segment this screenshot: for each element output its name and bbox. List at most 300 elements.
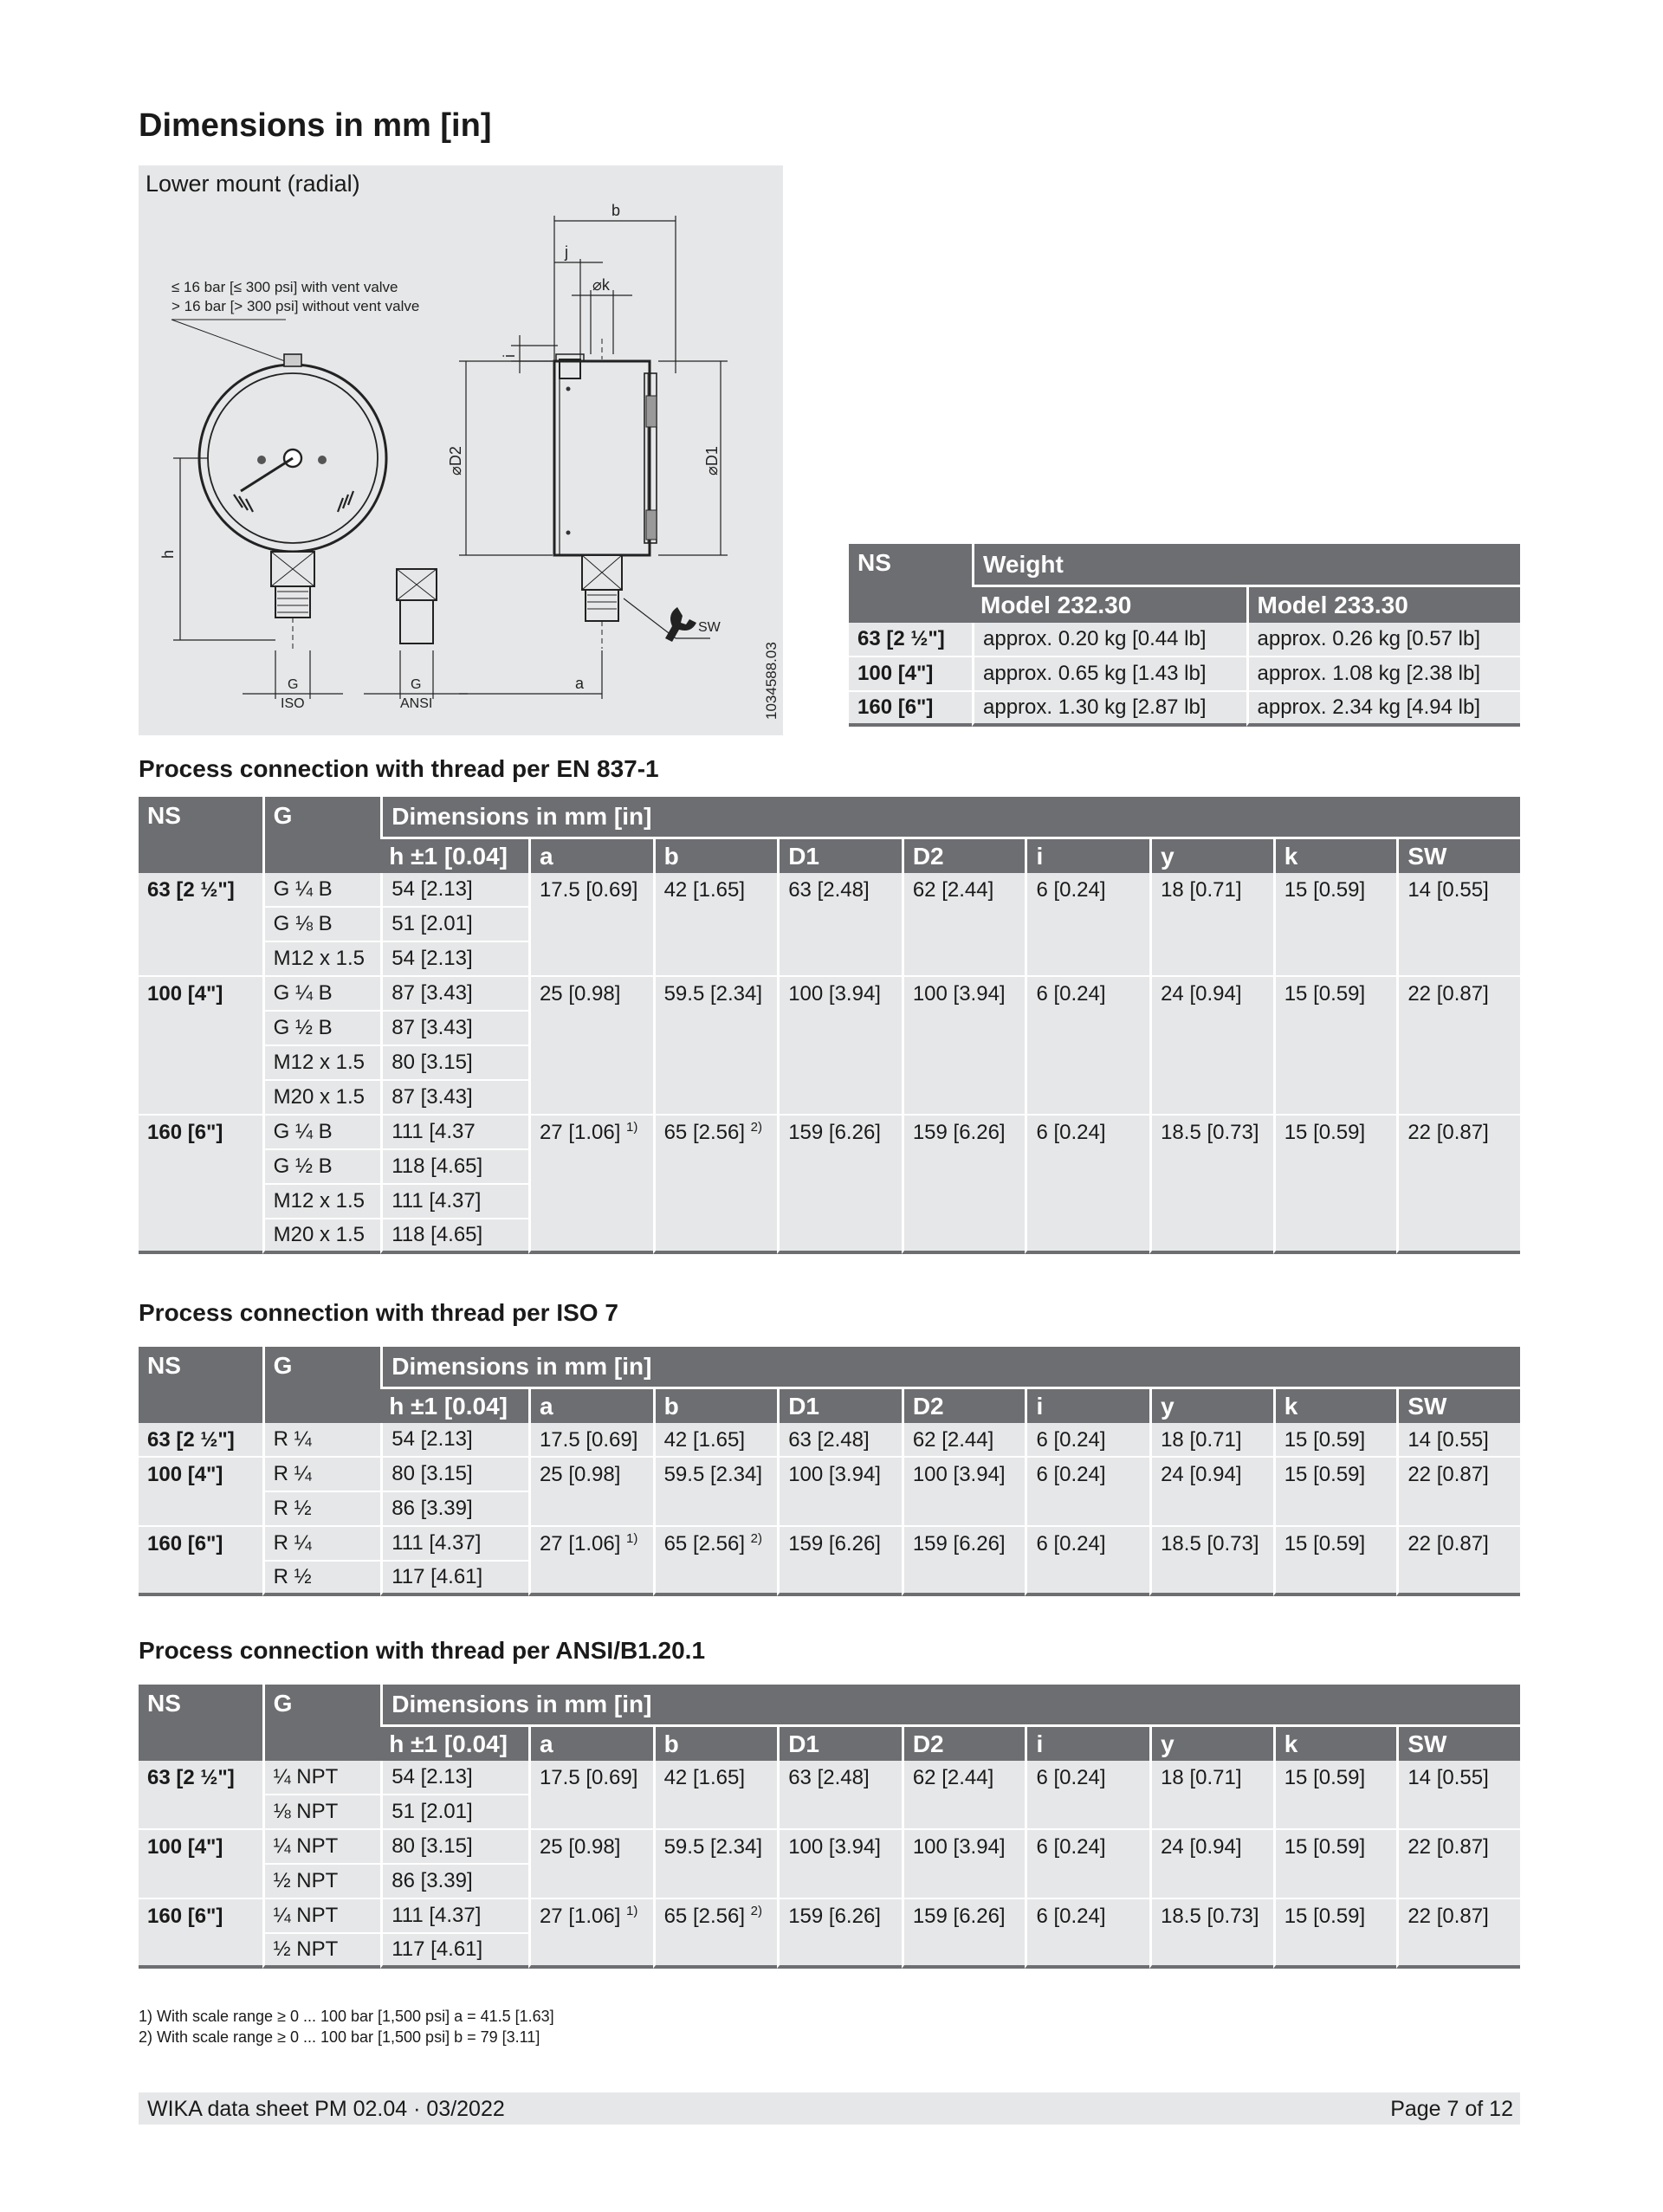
label-i: i — [501, 354, 518, 358]
cell-b — [653, 1830, 778, 1899]
gauge-drawing-svg — [139, 165, 783, 735]
col-d1: D1 — [777, 1724, 902, 1761]
drawing-caption: Lower mount (radial) — [146, 171, 360, 197]
footnote-marker: 2) — [750, 1904, 763, 1918]
cell-h: 87 [3.43] — [380, 977, 528, 1012]
footnote-marker: 1) — [626, 1531, 638, 1546]
cell-h: 80 [3.15] — [380, 1830, 528, 1865]
cell-y — [1149, 977, 1273, 1116]
cell-b — [653, 1761, 778, 1830]
cell-y — [1149, 1116, 1273, 1254]
page-title: Dimensions in mm [in] — [139, 107, 492, 144]
cell-g: ½ NPT — [262, 1934, 381, 1969]
col-b: b — [653, 1724, 778, 1761]
cell-y-value: 24 [0.94] — [1161, 1835, 1242, 1859]
col-y: y — [1149, 837, 1273, 873]
cell-y-value: 18 [0.71] — [1161, 878, 1242, 902]
cell-a-value: 17.5 [0.69] — [539, 1766, 638, 1789]
cell-i-value: 6 [0.24] — [1036, 1766, 1106, 1789]
cell-i-value: 6 [0.24] — [1036, 1532, 1106, 1556]
table-row — [139, 1116, 1520, 1150]
cell-h: 54 [2.13] — [380, 1423, 528, 1458]
cell-ns: 63 [2 ½"] — [139, 873, 262, 977]
label-iso: ISO — [281, 696, 305, 711]
label-g-iso: G — [288, 677, 299, 692]
col-i: i — [1025, 1724, 1149, 1761]
cell-d1 — [777, 1116, 902, 1254]
cell-b-value: 65 [2.56] — [663, 1905, 745, 1928]
cell-k-value: 15 [0.59] — [1284, 1463, 1366, 1486]
weight-col-ns: NS — [849, 544, 972, 623]
col-a: a — [528, 1724, 653, 1761]
cell-sw — [1396, 873, 1520, 977]
cell-d2-value: 159 [6.26] — [912, 1532, 1006, 1556]
cell-y-value: 18 [0.71] — [1161, 1428, 1242, 1452]
table-row — [849, 692, 1520, 727]
footnote-marker: 1) — [626, 1904, 638, 1918]
cell-b-value: 42 [1.65] — [663, 1766, 745, 1789]
cell-k-value: 15 [0.59] — [1284, 1121, 1366, 1144]
vent-note-1: ≤ 16 bar [≤ 300 psi] with vent valve — [171, 279, 398, 295]
cell-g: ½ NPT — [262, 1865, 381, 1899]
drawing-number: 1034588.03 — [763, 642, 780, 720]
weight-ns: 63 [2 ½"] — [849, 623, 972, 657]
cell-sw — [1396, 1761, 1520, 1830]
col-dimensions: Dimensions in mm [in] — [380, 1685, 1520, 1724]
cell-h: 80 [3.15] — [380, 1458, 528, 1492]
cell-d2-value: 100 [3.94] — [912, 1463, 1006, 1486]
cell-d1-value: 159 [6.26] — [788, 1121, 881, 1144]
cell-k-value: 15 [0.59] — [1284, 1905, 1366, 1928]
col-i: i — [1025, 837, 1149, 873]
cell-y — [1149, 1899, 1273, 1969]
cell-g: R ¼ — [262, 1458, 381, 1492]
cell-sw-value: 14 [0.55] — [1407, 1766, 1489, 1789]
cell-g: G ½ B — [262, 1012, 381, 1046]
cell-d1 — [777, 977, 902, 1116]
cell-g: G ½ B — [262, 1150, 381, 1185]
cell-g: G ¼ B — [262, 977, 381, 1012]
cell-a — [528, 1899, 653, 1969]
cell-ns: 100 [4"] — [139, 1458, 262, 1527]
cell-b — [653, 1458, 778, 1527]
cell-a — [528, 1527, 653, 1596]
col-y: y — [1149, 1387, 1273, 1423]
cell-a — [528, 1423, 653, 1458]
cell-g: R ¼ — [262, 1527, 381, 1562]
cell-h: 87 [3.43] — [380, 1081, 528, 1116]
col-dimensions: Dimensions in mm [in] — [380, 797, 1520, 837]
label-j: j — [565, 243, 568, 261]
cell-k — [1273, 1423, 1397, 1458]
col-k: k — [1273, 1724, 1397, 1761]
table-row — [139, 1830, 1520, 1865]
cell-b — [653, 1116, 778, 1254]
cell-d1 — [777, 1423, 902, 1458]
cell-h: 86 [3.39] — [380, 1865, 528, 1899]
label-d2: ⌀D2 — [447, 446, 464, 475]
cell-h: 54 [2.13] — [380, 942, 528, 977]
cell-y — [1149, 1458, 1273, 1527]
cell-g: R ½ — [262, 1492, 381, 1527]
cell-i-value: 6 [0.24] — [1036, 1121, 1106, 1144]
col-h: h ±1 [0.04] — [380, 837, 528, 873]
cell-sw — [1396, 1116, 1520, 1254]
col-ns: NS — [139, 1685, 262, 1761]
cell-h: 111 [4.37] — [380, 1899, 528, 1934]
section-title-en837: Process connection with thread per EN 837-1 — [139, 755, 659, 782]
col-a: a — [528, 1387, 653, 1423]
cell-b-value: 65 [2.56] — [663, 1121, 745, 1144]
table-row — [849, 657, 1520, 692]
cell-i — [1025, 1458, 1149, 1527]
cell-d1 — [777, 1830, 902, 1899]
cell-a — [528, 873, 653, 977]
cell-k — [1273, 1116, 1397, 1254]
cell-a-value: 25 [0.98] — [539, 1463, 621, 1486]
cell-i-value: 6 [0.24] — [1036, 1428, 1106, 1452]
cell-i — [1025, 1116, 1149, 1254]
cell-d2-value: 159 [6.26] — [912, 1905, 1006, 1928]
cell-d1-value: 63 [2.48] — [788, 878, 870, 902]
cell-a — [528, 1116, 653, 1254]
cell-a — [528, 977, 653, 1116]
cell-i — [1025, 1527, 1149, 1596]
cell-d2 — [902, 1423, 1026, 1458]
label-sw: SW — [698, 620, 721, 635]
cell-g: G ¼ B — [262, 873, 381, 908]
cell-i — [1025, 1761, 1149, 1830]
cell-h: 111 [4.37 — [380, 1116, 528, 1150]
cell-k — [1273, 1761, 1397, 1830]
cell-d2 — [902, 1458, 1026, 1527]
cell-g: ¼ NPT — [262, 1830, 381, 1865]
footnotes — [139, 2006, 554, 2047]
cell-b-value: 59.5 [2.34] — [663, 1463, 763, 1486]
cell-h: 54 [2.13] — [380, 873, 528, 908]
weight-model2: approx. 2.34 kg [4.94 lb] — [1246, 692, 1521, 727]
cell-d1-value: 100 [3.94] — [788, 982, 881, 1006]
cell-i-value: 6 [0.24] — [1036, 1463, 1106, 1486]
cell-h: 111 [4.37] — [380, 1185, 528, 1219]
cell-sw — [1396, 1899, 1520, 1969]
cell-ns: 160 [6"] — [139, 1116, 262, 1254]
table-row — [139, 1761, 1520, 1795]
col-ns: NS — [139, 1347, 262, 1423]
cell-i-value: 6 [0.24] — [1036, 878, 1106, 902]
cell-i — [1025, 1830, 1149, 1899]
cell-d2-value: 100 [3.94] — [912, 1835, 1006, 1859]
cell-y-value: 18.5 [0.73] — [1161, 1121, 1259, 1144]
cell-d1-value: 159 [6.26] — [788, 1905, 881, 1928]
cell-h: 86 [3.39] — [380, 1492, 528, 1527]
cell-y — [1149, 873, 1273, 977]
cell-d2 — [902, 1116, 1026, 1254]
col-h: h ±1 [0.04] — [380, 1387, 528, 1423]
cell-y-value: 18.5 [0.73] — [1161, 1532, 1259, 1556]
footnote-marker: 2) — [750, 1120, 763, 1135]
cell-d1-value: 63 [2.48] — [788, 1428, 870, 1452]
weight-model1: approx. 1.30 kg [2.87 lb] — [972, 692, 1246, 727]
cell-d1-value: 100 [3.94] — [788, 1835, 881, 1859]
cell-i — [1025, 873, 1149, 977]
cell-g: R ¼ — [262, 1423, 381, 1458]
section-title-iso7: Process connection with thread per ISO 7 — [139, 1299, 618, 1326]
label-g-ansi: G — [411, 677, 422, 692]
cell-d2 — [902, 873, 1026, 977]
cell-d2 — [902, 1527, 1026, 1596]
cell-h: 80 [3.15] — [380, 1046, 528, 1081]
en837-dimensions-table — [139, 797, 1520, 1254]
cell-sw-value: 14 [0.55] — [1407, 1428, 1489, 1452]
cell-i — [1025, 1423, 1149, 1458]
cell-y — [1149, 1830, 1273, 1899]
cell-g: M20 x 1.5 — [262, 1219, 381, 1254]
cell-g: G ¼ B — [262, 1116, 381, 1150]
cell-k-value: 15 [0.59] — [1284, 982, 1366, 1006]
cell-ns: 160 [6"] — [139, 1527, 262, 1596]
cell-d2-value: 62 [2.44] — [912, 1766, 994, 1789]
cell-b-value: 42 [1.65] — [663, 878, 745, 902]
cell-g: M12 x 1.5 — [262, 1046, 381, 1081]
cell-h: 51 [2.01] — [380, 1795, 528, 1830]
cell-d2 — [902, 977, 1026, 1116]
col-g: G — [262, 1685, 381, 1761]
label-b: b — [611, 202, 621, 219]
cell-sw-value: 22 [0.87] — [1407, 1121, 1489, 1144]
col-k: k — [1273, 837, 1397, 873]
col-k: k — [1273, 1387, 1397, 1423]
cell-b — [653, 1899, 778, 1969]
cell-sw — [1396, 1527, 1520, 1596]
cell-h: 118 [4.65] — [380, 1219, 528, 1254]
cell-g: ⅛ NPT — [262, 1795, 381, 1830]
cell-b — [653, 977, 778, 1116]
weight-model1: approx. 0.65 kg [1.43 lb] — [972, 657, 1246, 692]
cell-h: 118 [4.65] — [380, 1150, 528, 1185]
cell-ns: 100 [4"] — [139, 977, 262, 1116]
cell-b-value: 65 [2.56] — [663, 1532, 745, 1556]
cell-a — [528, 1761, 653, 1830]
footnote-1: 1) With scale range ≥ 0 ... 100 bar [1,500 psi] a = 41.5 [1.63] — [139, 2008, 554, 2025]
cell-a-value: 27 [1.06] — [539, 1905, 621, 1928]
cell-ns: 63 [2 ½"] — [139, 1423, 262, 1458]
cell-sw-value: 14 [0.55] — [1407, 878, 1489, 902]
col-a: a — [528, 837, 653, 873]
gauge-front-view — [199, 354, 386, 650]
cell-k-value: 15 [0.59] — [1284, 1835, 1366, 1859]
label-k: ⌀k — [592, 276, 610, 294]
cell-h: 54 [2.13] — [380, 1761, 528, 1795]
cell-a-value: 25 [0.98] — [539, 1835, 621, 1859]
weight-model2: approx. 0.26 kg [0.57 lb] — [1246, 623, 1521, 657]
col-ns: NS — [139, 797, 262, 873]
cell-k — [1273, 873, 1397, 977]
cell-d2 — [902, 1899, 1026, 1969]
cell-g: R ½ — [262, 1562, 381, 1596]
cell-y — [1149, 1423, 1273, 1458]
col-d2: D2 — [902, 1387, 1026, 1423]
ansi-dimensions-table — [139, 1685, 1520, 1969]
col-d2: D2 — [902, 1724, 1026, 1761]
cell-k-value: 15 [0.59] — [1284, 1532, 1366, 1556]
section-title-ansi: Process connection with thread per ANSI/B1.20.1 — [139, 1637, 706, 1664]
cell-h: 111 [4.37] — [380, 1527, 528, 1562]
cell-ns: 63 [2 ½"] — [139, 1761, 262, 1830]
col-sw: SW — [1396, 837, 1520, 873]
table-row — [139, 873, 1520, 908]
col-i: i — [1025, 1387, 1149, 1423]
cell-sw-value: 22 [0.87] — [1407, 1463, 1489, 1486]
footnote-marker: 1) — [626, 1120, 638, 1135]
cell-g: M20 x 1.5 — [262, 1081, 381, 1116]
cell-b-value: 59.5 [2.34] — [663, 1835, 763, 1859]
cell-a-value: 27 [1.06] — [539, 1121, 621, 1144]
cell-y-value: 18 [0.71] — [1161, 1766, 1242, 1789]
table-row — [139, 1899, 1520, 1934]
weight-ns: 100 [4"] — [849, 657, 972, 692]
cell-d1 — [777, 873, 902, 977]
cell-k — [1273, 1458, 1397, 1527]
weight-col-model1: Model 232.30 — [972, 585, 1246, 623]
cell-h: 51 [2.01] — [380, 908, 528, 942]
cell-g: G ⅛ B — [262, 908, 381, 942]
cell-h: 117 [4.61] — [380, 1562, 528, 1596]
col-d2: D2 — [902, 837, 1026, 873]
col-h: h ±1 [0.04] — [380, 1724, 528, 1761]
cell-g: M12 x 1.5 — [262, 1185, 381, 1219]
cell-g: ¼ NPT — [262, 1761, 381, 1795]
cell-sw — [1396, 1830, 1520, 1899]
iso7-dimensions-table — [139, 1347, 1520, 1596]
table-row — [849, 623, 1520, 657]
table-row — [139, 1527, 1520, 1562]
weight-ns: 160 [6"] — [849, 692, 972, 727]
cell-b — [653, 1423, 778, 1458]
cell-h: 117 [4.61] — [380, 1934, 528, 1969]
cell-d1 — [777, 1458, 902, 1527]
cell-d1 — [777, 1527, 902, 1596]
cell-sw-value: 22 [0.87] — [1407, 982, 1489, 1006]
weight-col-model2: Model 233.30 — [1246, 585, 1521, 623]
cell-y-value: 24 [0.94] — [1161, 1463, 1242, 1486]
cell-d1-value: 63 [2.48] — [788, 1766, 870, 1789]
cell-a-value: 25 [0.98] — [539, 982, 621, 1006]
col-sw: SW — [1396, 1387, 1520, 1423]
cell-y — [1149, 1761, 1273, 1830]
footnote-2: 2) With scale range ≥ 0 ... 100 bar [1,500 psi] b = 79 [3.11] — [139, 2028, 540, 2046]
footer-page-number: Page 7 of 12 — [1390, 2097, 1513, 2121]
cell-a-value: 27 [1.06] — [539, 1532, 621, 1556]
footer-datasheet: WIKA data sheet PM 02.04 · 03/2022 — [147, 2097, 505, 2121]
cell-d2-value: 100 [3.94] — [912, 982, 1006, 1006]
cell-d2-value: 159 [6.26] — [912, 1121, 1006, 1144]
cell-sw — [1396, 1423, 1520, 1458]
label-h: h — [159, 549, 177, 559]
cell-g: ¼ NPT — [262, 1899, 381, 1934]
cell-k — [1273, 1899, 1397, 1969]
weight-table — [849, 544, 1520, 727]
cell-sw-value: 22 [0.87] — [1407, 1905, 1489, 1928]
cell-sw — [1396, 977, 1520, 1116]
col-d1: D1 — [777, 837, 902, 873]
cell-k-value: 15 [0.59] — [1284, 1766, 1366, 1789]
vent-note-2: > 16 bar [> 300 psi] without vent valve — [171, 298, 420, 314]
cell-a — [528, 1830, 653, 1899]
cell-sw — [1396, 1458, 1520, 1527]
cell-d2-value: 62 [2.44] — [912, 878, 994, 902]
col-b: b — [653, 837, 778, 873]
cell-y-value: 24 [0.94] — [1161, 982, 1242, 1006]
col-b: b — [653, 1387, 778, 1423]
cell-sw-value: 22 [0.87] — [1407, 1835, 1489, 1859]
cell-b — [653, 873, 778, 977]
cell-k — [1273, 1527, 1397, 1596]
cell-i-value: 6 [0.24] — [1036, 1835, 1106, 1859]
weight-model1: approx. 0.20 kg [0.44 lb] — [972, 623, 1246, 657]
weight-model2: approx. 1.08 kg [2.38 lb] — [1246, 657, 1521, 692]
cell-h: 87 [3.43] — [380, 1012, 528, 1046]
table-row — [139, 1423, 1520, 1458]
cell-d2 — [902, 1830, 1026, 1899]
cell-d1 — [777, 1899, 902, 1969]
col-dimensions: Dimensions in mm [in] — [380, 1347, 1520, 1387]
cell-d1 — [777, 1761, 902, 1830]
cell-d1-value: 159 [6.26] — [788, 1532, 881, 1556]
cell-b-value: 59.5 [2.34] — [663, 982, 763, 1006]
cell-a-value: 17.5 [0.69] — [539, 878, 638, 902]
cell-k-value: 15 [0.59] — [1284, 878, 1366, 902]
cell-y — [1149, 1527, 1273, 1596]
cell-g: M12 x 1.5 — [262, 942, 381, 977]
cell-b-value: 42 [1.65] — [663, 1428, 745, 1452]
cell-d1-value: 100 [3.94] — [788, 1463, 881, 1486]
cell-d2-value: 62 [2.44] — [912, 1428, 994, 1452]
gauge-side-view — [554, 339, 657, 649]
cell-d2 — [902, 1761, 1026, 1830]
cell-a — [528, 1458, 653, 1527]
table-row — [139, 977, 1520, 1012]
wrench-icon — [665, 607, 696, 642]
cell-i-value: 6 [0.24] — [1036, 982, 1106, 1006]
cell-y-value: 18.5 [0.73] — [1161, 1905, 1259, 1928]
label-d1: ⌀D1 — [703, 446, 721, 475]
footnote-marker: 2) — [750, 1531, 763, 1546]
dimension-drawing — [139, 165, 783, 735]
table-row — [139, 1458, 1520, 1492]
label-a: a — [575, 675, 585, 692]
col-g: G — [262, 1347, 381, 1423]
page-footer — [139, 2092, 1520, 2125]
cell-i — [1025, 1899, 1149, 1969]
cell-i — [1025, 977, 1149, 1116]
cell-k — [1273, 1830, 1397, 1899]
cell-k-value: 15 [0.59] — [1284, 1428, 1366, 1452]
cell-b — [653, 1527, 778, 1596]
col-g: G — [262, 797, 381, 873]
cell-ns: 160 [6"] — [139, 1899, 262, 1969]
weight-col-weight: Weight — [972, 544, 1520, 585]
cell-k — [1273, 977, 1397, 1116]
col-sw: SW — [1396, 1724, 1520, 1761]
cell-ns: 100 [4"] — [139, 1830, 262, 1899]
ansi-socket-view — [397, 569, 437, 644]
cell-i-value: 6 [0.24] — [1036, 1905, 1106, 1928]
cell-a-value: 17.5 [0.69] — [539, 1428, 638, 1452]
col-y: y — [1149, 1724, 1273, 1761]
label-ansi: ANSI — [400, 696, 433, 711]
cell-sw-value: 22 [0.87] — [1407, 1532, 1489, 1556]
